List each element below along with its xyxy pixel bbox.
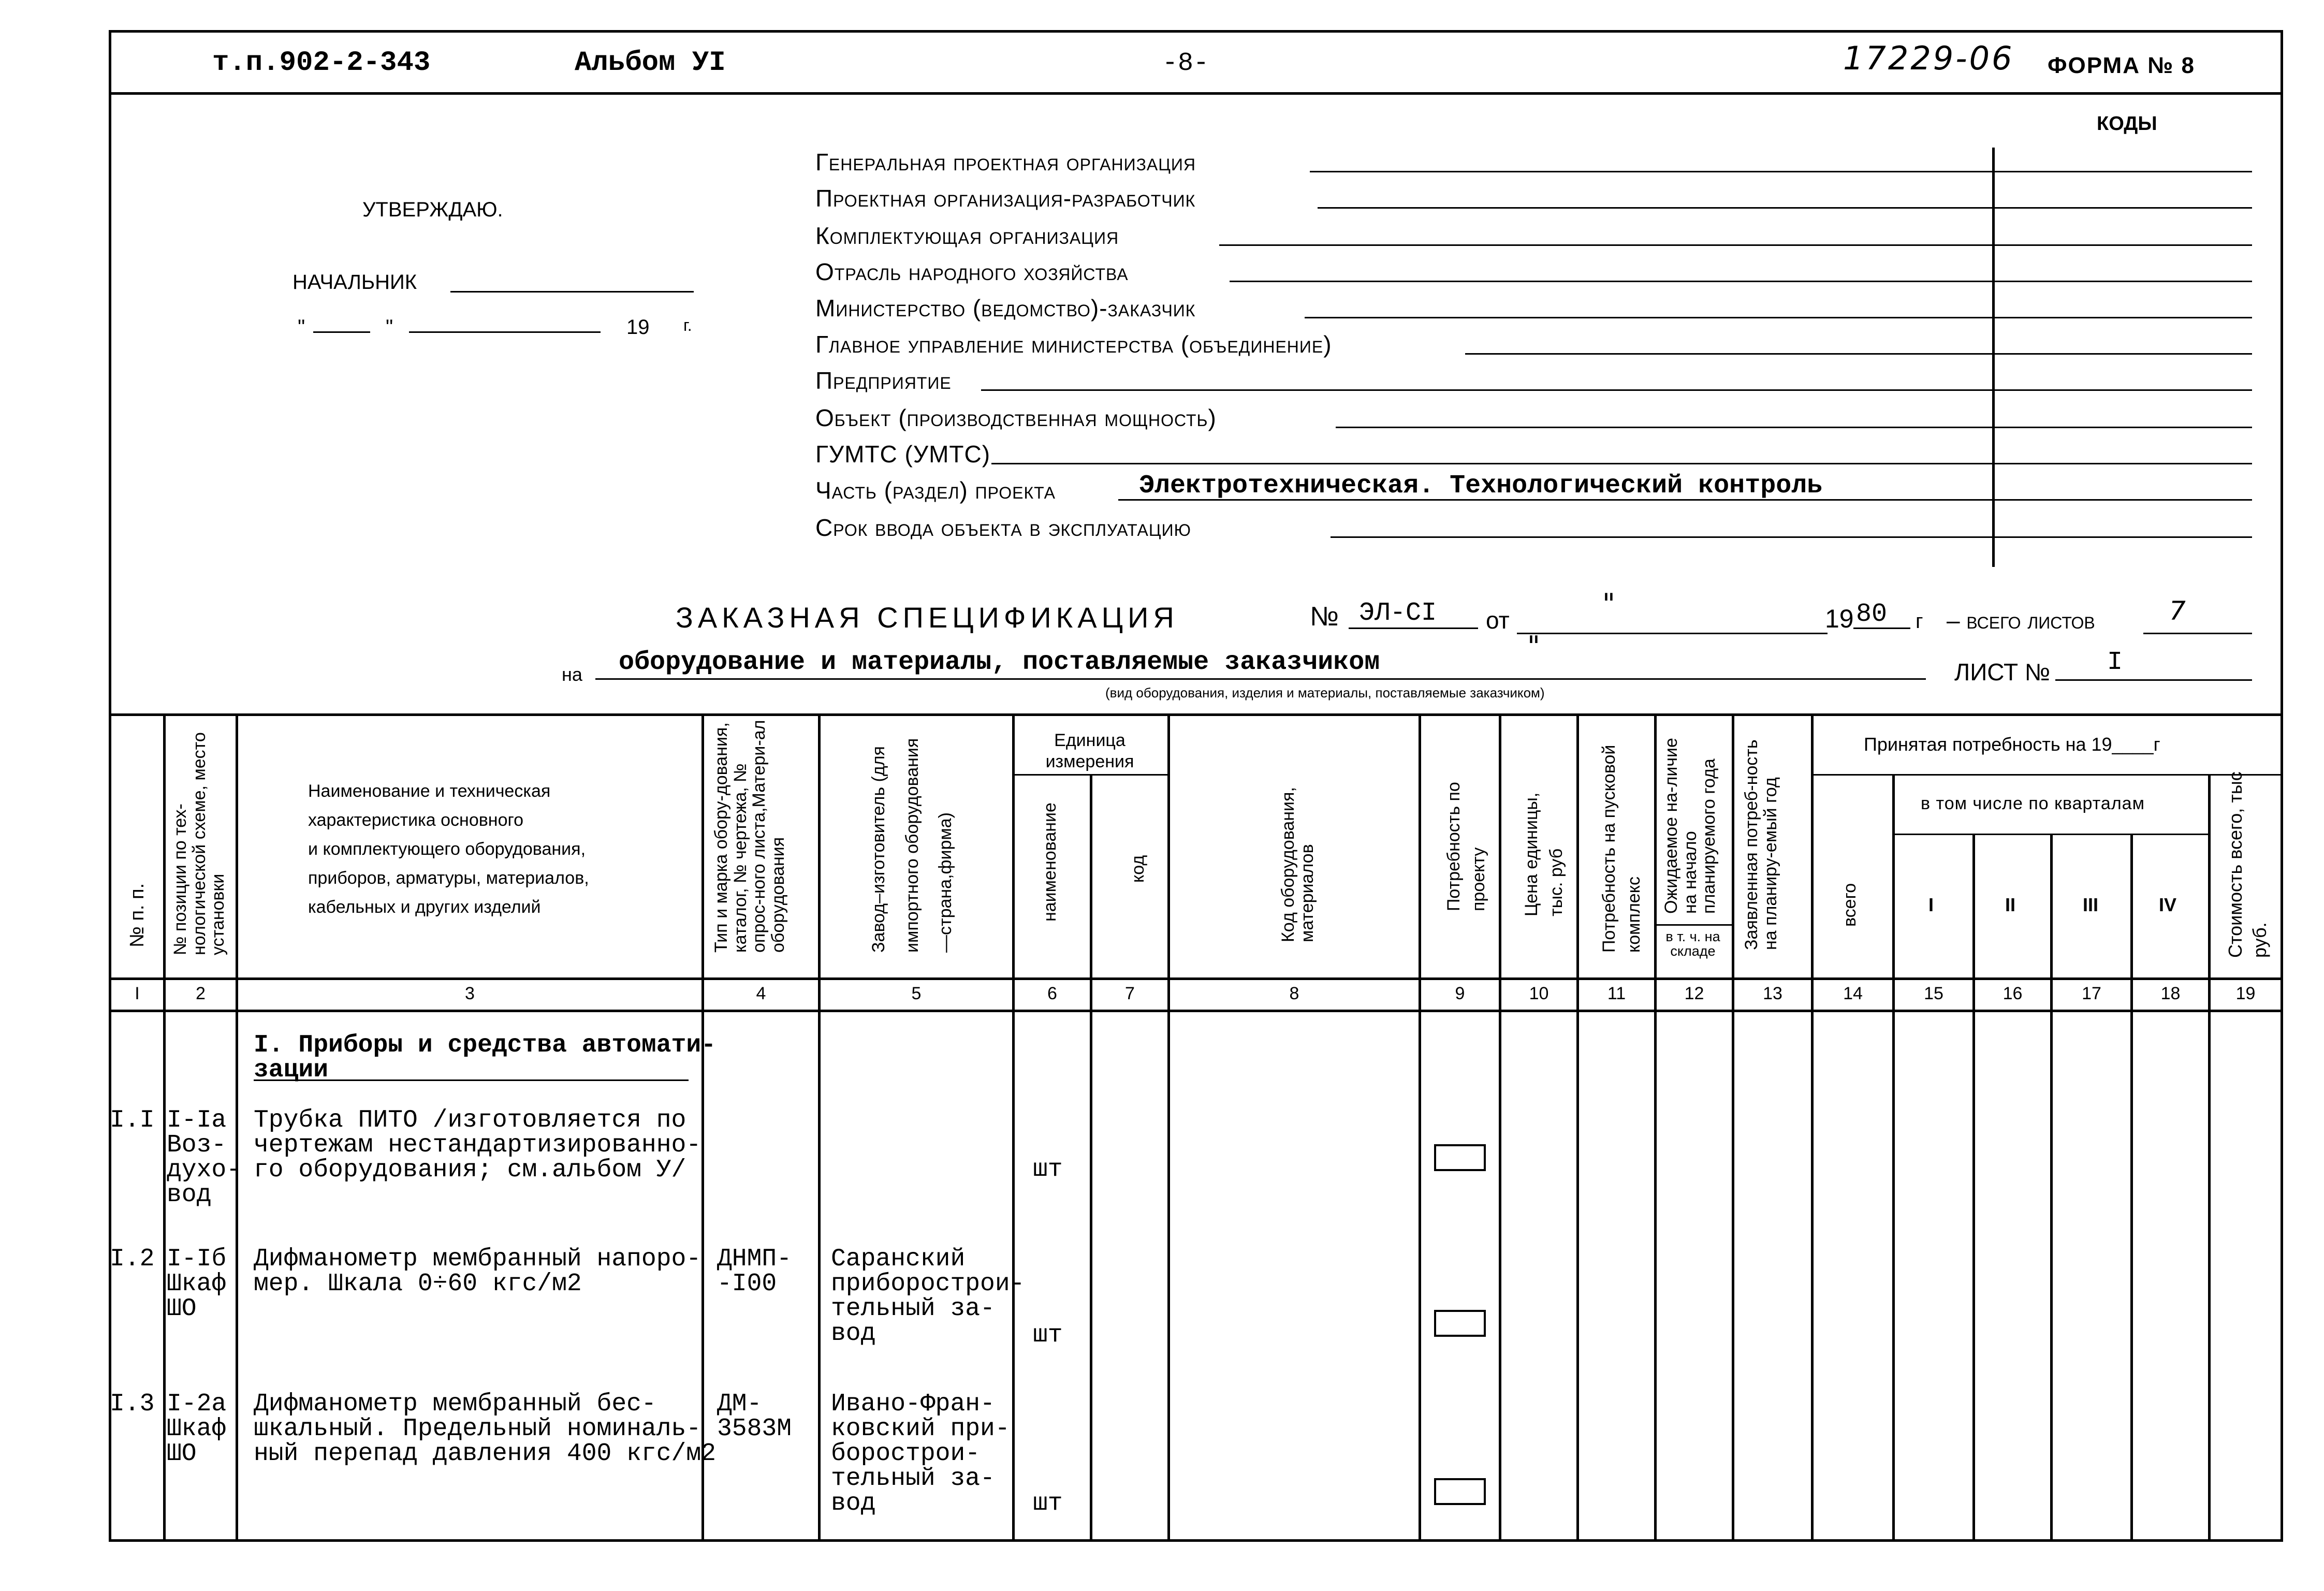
industry-branch-line <box>1230 281 2252 282</box>
row-1-need-box <box>1434 1144 1486 1171</box>
col-line-5 <box>1012 713 1015 1542</box>
table-top-border <box>109 713 2283 716</box>
header-item-number: № п. п. <box>126 883 148 947</box>
col-line-11 <box>1654 713 1657 1542</box>
header-unit-code: код <box>1128 855 1148 883</box>
accepted-underline <box>1811 774 2283 776</box>
header-total-cost: Стоимость всего, тыс руб. <box>2225 771 2270 958</box>
header-type-brand: Тип и марка обору-дования, каталог, № чертежа, № опрос-ного листа,Матери-ал оборудования <box>711 720 788 953</box>
spec-on-label: на <box>562 664 582 685</box>
col-num-1: I <box>135 984 140 1003</box>
row-3-need-box <box>1434 1478 1486 1505</box>
commissioning-date-line <box>1331 536 2252 538</box>
col-line-14 <box>1892 774 1895 1542</box>
codes-label: КОДЫ <box>2097 113 2157 135</box>
industry-branch-label: Отрасль народного хозяйства <box>815 258 1129 285</box>
spec-subject: оборудование и материалы, поставляемые заказчиком <box>619 648 1380 677</box>
col-num-11: 11 <box>1607 984 1626 1003</box>
object-capacity-label: Объект (производственная мощность) <box>815 404 1217 431</box>
approval-day-line <box>313 331 370 333</box>
header-unit-group: Единица измерения <box>1045 731 1134 771</box>
unit-group-underline <box>1012 774 1167 776</box>
header-q2: II <box>2005 894 2016 915</box>
stock-subheader-line <box>1654 924 1732 926</box>
header-startup-need: Потребность на пусковой комплекс <box>1599 745 1644 953</box>
chief-label: НАЧАЛЬНИК <box>293 271 417 294</box>
ministry-customer-line <box>1305 317 2252 318</box>
header-accepted-need: Принятая потребность на 19____г <box>1864 734 2160 755</box>
design-developer-org-line <box>1318 207 2252 209</box>
col-line-10 <box>1576 713 1579 1542</box>
row-3-type: ДМ- 3583М <box>717 1390 792 1443</box>
spec-year-suffix: г <box>1916 610 1923 633</box>
section-title: I. Приборы и средства автомати- зации <box>254 1031 716 1084</box>
col-line-12 <box>1732 713 1734 1542</box>
approval-year-suffix: г. <box>683 316 692 334</box>
quarters-underline <box>1892 834 2208 835</box>
commissioning-date-label: Срок ввода объекта в эксплуатацию <box>815 514 1191 541</box>
general-design-org-label: Генеральная проектная организация <box>815 149 1196 176</box>
column-numbers-top-line <box>109 977 2283 980</box>
header-q4: IV <box>2159 894 2177 915</box>
total-sheets-label: – всего листов <box>1947 607 2095 634</box>
col-line-17 <box>2130 834 2133 1542</box>
col-num-16: 16 <box>2003 984 2023 1003</box>
col-line-8 <box>1419 713 1421 1542</box>
document-number: 17229-06 <box>1843 39 2014 77</box>
spec-from-label: от <box>1486 607 1510 634</box>
gumts-line <box>991 463 2252 464</box>
ministry-directorate-line <box>1465 353 2252 355</box>
spec-year-value: 80 <box>1856 600 1888 629</box>
spec-date-quote-1: " <box>1602 588 1615 620</box>
header-in-stock: в т. ч. на складе <box>1665 929 1720 959</box>
col-num-15: 15 <box>1924 984 1943 1003</box>
col-num-13: 13 <box>1763 984 1782 1003</box>
row-2-number: I.2 <box>110 1245 155 1273</box>
header-name <box>308 777 589 922</box>
row-3-position: I-2а Шкаф ШО <box>167 1390 227 1468</box>
ministry-customer-label: Министерство (ведомство)-заказчик <box>815 295 1196 322</box>
row-2-unit: шт <box>1033 1321 1063 1349</box>
approval-year: 19 <box>626 316 650 339</box>
col-line-4 <box>818 713 821 1542</box>
row-2-type: ДНМП- -I00 <box>717 1245 792 1298</box>
row-2-manufacturer: Саранский приборострои- тельный за- вод <box>831 1245 1025 1348</box>
project-code: т.п.902-2-343 <box>212 47 431 79</box>
project-part-label: Часть (раздел) проекта <box>815 477 1056 504</box>
row-1-name: Трубка ПИТО /изготовляется по чертежам нестандартизированно- го оборудования; см.альбом У/ <box>254 1106 701 1184</box>
row-3-name: Дифманометр мембранный бес- шкальный. Предельный номиналь- ный перепад давления 400 кгс/м2 <box>254 1390 716 1468</box>
col-line-18 <box>2208 774 2211 1542</box>
spec-subject-caption: (вид оборудования, изделия и материалы, поставляемые заказчиком) <box>1105 685 1545 700</box>
header-name-line-5: кабельных и других изделий <box>308 897 541 917</box>
col-num-3: 3 <box>465 984 475 1003</box>
col-num-12: 12 <box>1684 984 1704 1003</box>
spec-date-line <box>1517 633 1828 634</box>
col-num-5: 5 <box>911 984 922 1003</box>
approval-quote-close: " <box>386 316 393 339</box>
col-num-9: 9 <box>1455 984 1465 1003</box>
col-num-6: 6 <box>1047 984 1057 1003</box>
col-num-4: 4 <box>756 984 766 1003</box>
approval-quote-open: " <box>298 316 305 339</box>
assembling-org-line <box>1219 244 2252 246</box>
header-equipment-code: Код оборудования, материалов <box>1278 787 1317 942</box>
ministry-directorate-label: Главное управление министерства (объединение) <box>815 331 1332 358</box>
project-part-line <box>1118 499 2252 501</box>
form-number: ФОРМА № 8 <box>2048 53 2195 78</box>
codes-column-divider <box>1992 148 1995 567</box>
page-number: -8- <box>1162 49 1209 78</box>
row-1-position: I-Iа Воз- духо- вод <box>167 1106 242 1209</box>
header-quarters: в том числе по кварталам <box>1921 794 2145 813</box>
header-divider <box>109 92 2283 95</box>
row-1-unit: шт <box>1033 1156 1063 1184</box>
sheet-number-value: I <box>2107 648 2123 677</box>
col-num-19: 19 <box>2235 984 2256 1003</box>
row-1-number: I.I <box>110 1106 155 1134</box>
header-q1: I <box>1928 894 1934 915</box>
album-label: Альбом УI <box>575 47 726 79</box>
header-q3: III <box>2083 894 2099 915</box>
header-unit-name: наименование <box>1040 802 1060 922</box>
col-num-7: 7 <box>1125 984 1135 1003</box>
row-2-need-box <box>1434 1310 1486 1337</box>
header-name-line-2: характеристика основного <box>308 810 524 830</box>
chief-signature-line <box>450 291 694 293</box>
enterprise-label: Предприятие <box>815 367 952 394</box>
col-num-2: 2 <box>196 984 206 1003</box>
gumts-label: ГУМТС (УМТС) <box>815 441 991 468</box>
approve-label: УТВЕРЖДАЮ. <box>362 198 503 221</box>
column-numbers-bottom-line <box>109 1010 2283 1012</box>
row-3-number: I.3 <box>110 1390 155 1418</box>
header-name-line-1: Наименование и техническая <box>308 781 551 801</box>
total-sheets-value: 7 <box>2169 596 2186 626</box>
spec-number-value: ЭЛ-CI <box>1359 599 1437 628</box>
col-num-10: 10 <box>1529 984 1549 1003</box>
col-num-17: 17 <box>2082 984 2101 1003</box>
col-line-1 <box>163 713 166 1542</box>
assembling-org-label: Комплектующая организация <box>815 222 1119 249</box>
col-line-6 <box>1090 774 1092 1542</box>
header-manufacturer: Завод–изготовитель (для импортного оборудования —страна,фирма) <box>869 738 956 953</box>
header-position: № позиции по тех-нологической схеме, место установки <box>170 732 228 955</box>
col-num-18: 18 <box>2160 984 2181 1003</box>
spec-subject-line <box>595 678 1926 680</box>
design-developer-org-label: Проектная организация-разработчик <box>815 185 1196 212</box>
spec-number-line <box>1349 627 1478 629</box>
row-3-manufacturer: Ивано-Фран- ковский при- борострои- тельный за- вод <box>831 1390 1010 1517</box>
row-3-unit: шт <box>1033 1490 1063 1517</box>
spec-number-label: № <box>1310 602 1339 632</box>
header-name-line-4: приборов, арматуры, материалов, <box>308 868 589 888</box>
enterprise-line <box>981 389 2252 391</box>
spec-year-line <box>1853 627 1910 629</box>
sheet-number-line <box>2055 679 2252 681</box>
col-line-16 <box>2050 834 2053 1542</box>
header-name-line-3: и комплектующего оборудования, <box>308 839 586 859</box>
col-num-8: 8 <box>1289 984 1299 1003</box>
row-2-position: I-Iб Шкаф ШО <box>167 1245 227 1323</box>
col-line-7 <box>1167 713 1170 1542</box>
row-2-name: Дифманометр мембранный напоро- мер. Шкала 0÷60 кгс/м2 <box>254 1245 701 1298</box>
header-unit-price: Цена единицы, тыс. руб <box>1522 792 1566 916</box>
col-line-13 <box>1811 713 1814 1542</box>
spec-title: ЗАКАЗНАЯ СПЕЦИФИКАЦИЯ <box>676 601 1179 634</box>
col-line-9 <box>1499 713 1501 1542</box>
sheet-number-label: ЛИСТ № <box>1954 659 2051 685</box>
object-capacity-line <box>1336 427 2252 428</box>
section-title-underline <box>254 1079 689 1081</box>
total-sheets-line <box>2143 633 2252 634</box>
header-total: всего <box>1840 883 1860 927</box>
col-num-14: 14 <box>1843 984 1863 1003</box>
spec-year-prefix: 19 <box>1825 604 1854 633</box>
col-line-15 <box>1972 834 1975 1542</box>
header-expected-stock: Ожидаемое на-личие на начало планируемого года <box>1661 738 1719 914</box>
header-declared-need: Заявленная потреб-ность на планиру-емый год <box>1742 739 1780 950</box>
header-need-by-project: Потребность по проекту <box>1444 782 1488 911</box>
spec-date-quote-2: " <box>1527 630 1540 663</box>
general-design-org-line <box>1310 171 2252 172</box>
approval-month-line <box>409 331 601 333</box>
project-part-value: Электротехническая. Технологический контроль <box>1139 471 1823 501</box>
